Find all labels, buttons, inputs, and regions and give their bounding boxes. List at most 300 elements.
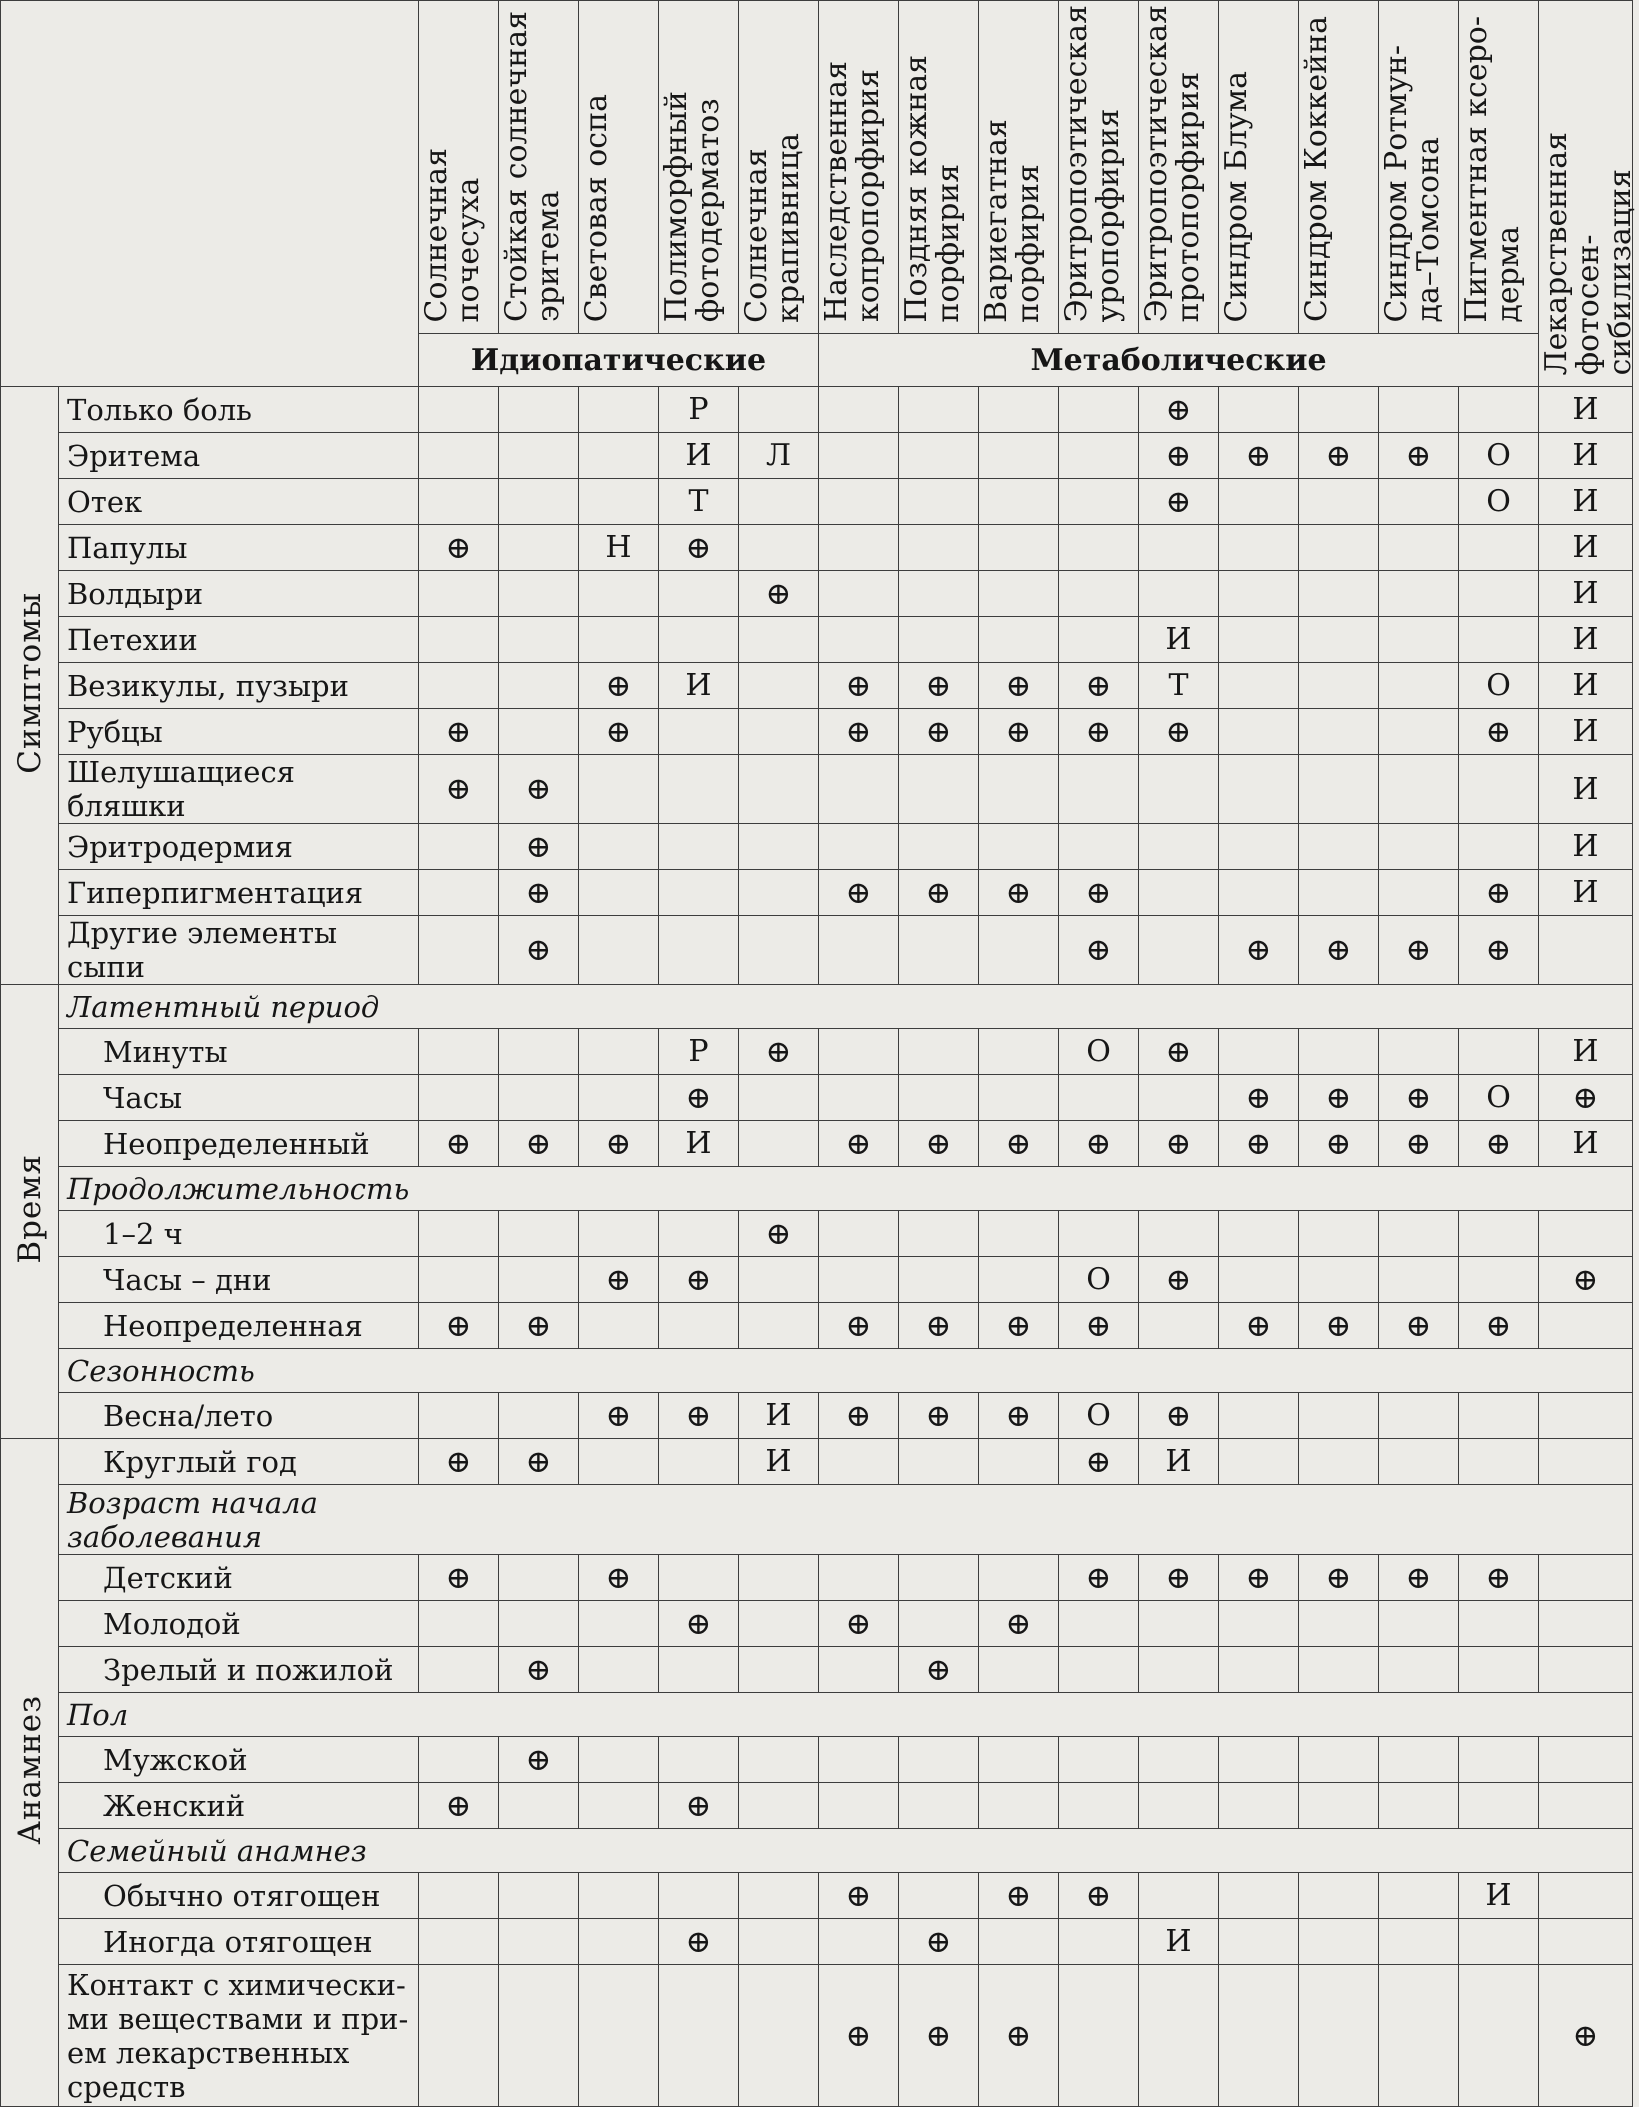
table-cell: ⊕ (419, 755, 499, 824)
table-cell: ⊕ (1379, 1555, 1459, 1601)
col-header: Синдром Блума (1219, 1, 1299, 334)
table-cell (1459, 1647, 1539, 1693)
row-label: Другие элементы сыпи (59, 916, 419, 985)
table-cell: ⊕ (1299, 1075, 1379, 1121)
table-cell: ⊕ (499, 824, 579, 870)
table-cell (499, 617, 579, 663)
table-cell (739, 479, 819, 525)
table-cell (1059, 1783, 1139, 1829)
section-label-text: Симптомы (11, 591, 48, 774)
subsection-label: Продолжительность (59, 1167, 1633, 1211)
table-cell (739, 824, 819, 870)
table-cell (419, 1211, 499, 1257)
table-cell (819, 387, 899, 433)
table-cell (1059, 1647, 1139, 1693)
table-cell (1459, 1965, 1539, 2107)
table-cell (659, 1873, 739, 1919)
table-cell (1539, 1737, 1633, 1783)
row-label: Часы (59, 1075, 419, 1121)
table-cell (1299, 1873, 1379, 1919)
table-cell (579, 1647, 659, 1693)
col-header: Эритропоэтическая уропорфирия (1059, 1, 1139, 334)
table-cell (499, 525, 579, 571)
row-label: Женский (59, 1783, 419, 1829)
table-cell (1299, 709, 1379, 755)
table-cell: И (1139, 1439, 1219, 1485)
table-cell: И (1539, 663, 1633, 709)
table-cell: ⊕ (499, 1647, 579, 1693)
table-cell (499, 1965, 579, 2107)
table-cell (1219, 1393, 1299, 1439)
table-cell (1459, 1737, 1539, 1783)
table-cell: И (1539, 387, 1633, 433)
table-cell (1299, 824, 1379, 870)
table-cell (739, 1919, 819, 1965)
table-cell (1219, 1211, 1299, 1257)
table-cell (1059, 1211, 1139, 1257)
table-cell (419, 824, 499, 870)
table-cell: ⊕ (819, 1121, 899, 1167)
table-cell (819, 433, 899, 479)
subsection-label: Пол (59, 1693, 1633, 1737)
table-cell: ⊕ (819, 709, 899, 755)
table-cell: ⊕ (1139, 479, 1219, 525)
table-cell (1459, 571, 1539, 617)
table-row (1, 824, 1633, 870)
table-cell (739, 387, 819, 433)
subsection-label: Латентный период (59, 985, 1633, 1029)
table-cell (1059, 617, 1139, 663)
row-label: Обычно отягощен (59, 1873, 419, 1919)
table-cell: И (1539, 1029, 1633, 1075)
table-cell (579, 916, 659, 985)
table-cell (979, 824, 1059, 870)
table-cell (419, 1257, 499, 1303)
table-cell (739, 1783, 819, 1829)
table-cell (1539, 1919, 1633, 1965)
subsection-label: Возраст начала заболевания (59, 1485, 1633, 1555)
table-cell: ⊕ (1299, 433, 1379, 479)
col-header: Вариегатная порфирия (979, 1, 1059, 334)
table-cell (819, 1211, 899, 1257)
table-cell (419, 1029, 499, 1075)
row-label: Минуты (59, 1029, 419, 1075)
table-cell (1299, 1919, 1379, 1965)
col-header: Лекарственная фотосен- сибилизация (1539, 1, 1633, 387)
table-cell (739, 1303, 819, 1349)
table-cell: ⊕ (899, 709, 979, 755)
table-cell: ⊕ (739, 1029, 819, 1075)
row-label: Молодой (59, 1601, 419, 1647)
table-row (1, 1075, 1633, 1121)
table-row (1, 1737, 1633, 1783)
table-cell: ⊕ (1219, 1075, 1299, 1121)
table-cell (499, 663, 579, 709)
table-cell (1379, 1737, 1459, 1783)
table-cell (1219, 571, 1299, 617)
table-cell (1539, 1783, 1633, 1829)
table-cell (419, 1647, 499, 1693)
table-cell (1219, 617, 1299, 663)
subheader-row (1, 985, 1633, 1029)
table-cell (1299, 1737, 1379, 1783)
table-cell (579, 571, 659, 617)
table-cell (739, 663, 819, 709)
table-cell (1219, 709, 1299, 755)
table-cell (499, 433, 579, 479)
table-cell: О (1459, 663, 1539, 709)
table-cell: ⊕ (739, 571, 819, 617)
table-cell: ⊕ (979, 663, 1059, 709)
table-cell (659, 870, 739, 916)
row-label: Иногда отягощен (59, 1919, 419, 1965)
table-cell (979, 1737, 1059, 1783)
row-label: Гиперпигментация (59, 870, 419, 916)
table-cell (1219, 1873, 1299, 1919)
table-cell (819, 571, 899, 617)
col-header: Световая оспа (579, 1, 659, 334)
table-cell (979, 433, 1059, 479)
table-cell: ⊕ (499, 1737, 579, 1783)
table-cell: ⊕ (579, 1257, 659, 1303)
table-cell (1059, 1737, 1139, 1783)
table-cell: И (739, 1439, 819, 1485)
table-cell (1539, 1303, 1633, 1349)
table-row (1, 1601, 1633, 1647)
table-cell (499, 1029, 579, 1075)
table-cell: ⊕ (979, 1121, 1059, 1167)
table-cell (659, 1737, 739, 1783)
table-cell (659, 571, 739, 617)
table-cell (899, 1737, 979, 1783)
table-cell (1379, 1965, 1459, 2107)
section-label-text: Время (11, 1153, 48, 1264)
table-cell: И (1539, 1121, 1633, 1167)
table-cell (1539, 1211, 1633, 1257)
table-cell (979, 1783, 1059, 1829)
table-cell: ⊕ (1139, 433, 1219, 479)
table-cell: О (1459, 1075, 1539, 1121)
table-cell (1459, 755, 1539, 824)
table-cell: ⊕ (1379, 1303, 1459, 1349)
table-cell: ⊕ (1459, 1555, 1539, 1601)
table-cell (1299, 1439, 1379, 1485)
table-cell (1459, 525, 1539, 571)
subheader-row (1, 1485, 1633, 1555)
table-cell (499, 1075, 579, 1121)
table-row (1, 387, 1633, 433)
table-cell (659, 1303, 739, 1349)
table-cell (419, 479, 499, 525)
table-cell (499, 1393, 579, 1439)
table-cell (579, 1211, 659, 1257)
table-row (1, 525, 1633, 571)
table-cell (1139, 571, 1219, 617)
table-cell: ⊕ (579, 1121, 659, 1167)
table-cell (1379, 1783, 1459, 1829)
table-cell (659, 1647, 739, 1693)
table-row (1, 1121, 1633, 1167)
table-cell (659, 1211, 739, 1257)
table-row (1, 870, 1633, 916)
table-cell: ⊕ (1139, 709, 1219, 755)
table-cell (499, 479, 579, 525)
table-cell (1059, 1601, 1139, 1647)
table-cell (1139, 755, 1219, 824)
row-label: Эритема (59, 433, 419, 479)
table-cell (1059, 387, 1139, 433)
row-label: Детский (59, 1555, 419, 1601)
table-cell (899, 525, 979, 571)
table-cell (1219, 1647, 1299, 1693)
table-cell (1139, 1783, 1219, 1829)
table-cell: ⊕ (1219, 1121, 1299, 1167)
table-cell (1059, 433, 1139, 479)
table-cell: ⊕ (979, 709, 1059, 755)
table-cell: И (1539, 479, 1633, 525)
table-cell: И (1539, 571, 1633, 617)
table-cell (819, 1257, 899, 1303)
table-row (1, 617, 1633, 663)
table-cell: ⊕ (819, 1601, 899, 1647)
table-cell (1539, 1555, 1633, 1601)
table-cell: ⊕ (1379, 916, 1459, 985)
table-cell: ⊕ (899, 1647, 979, 1693)
row-label: Волдыри (59, 571, 419, 617)
table-cell (819, 1029, 899, 1075)
table-cell: ⊕ (1299, 1303, 1379, 1349)
table-cell: ⊕ (1299, 1555, 1379, 1601)
table-cell (579, 1965, 659, 2107)
table-cell (419, 663, 499, 709)
table-cell (1379, 1873, 1459, 1919)
table-cell: ⊕ (1539, 1257, 1633, 1303)
table-cell (1379, 1393, 1459, 1439)
table-cell (419, 1393, 499, 1439)
table-row (1, 916, 1633, 985)
table-cell: ⊕ (979, 1965, 1059, 2107)
table-cell (1299, 479, 1379, 525)
table-cell (1059, 824, 1139, 870)
table-cell (579, 617, 659, 663)
table-cell (659, 824, 739, 870)
table-cell (739, 916, 819, 985)
table-cell (579, 1439, 659, 1485)
table-cell (1539, 1873, 1633, 1919)
table-cell: ⊕ (1299, 916, 1379, 985)
table-cell (739, 1647, 819, 1693)
table-row (1, 1647, 1633, 1693)
table-cell (659, 1439, 739, 1485)
table-cell: И (1539, 433, 1633, 479)
table-cell: ⊕ (1219, 433, 1299, 479)
table-cell (899, 479, 979, 525)
table-cell (1299, 1965, 1379, 2107)
table-cell (1299, 1647, 1379, 1693)
table-cell (899, 1257, 979, 1303)
table-cell (499, 1555, 579, 1601)
table-cell: ⊕ (1539, 1965, 1633, 2107)
table-cell (899, 387, 979, 433)
section-label-time (1, 985, 59, 1439)
table-cell (1539, 916, 1633, 985)
table-cell (1459, 1211, 1539, 1257)
table-cell: О (1459, 433, 1539, 479)
table-cell: ⊕ (1219, 1555, 1299, 1601)
table-cell: ⊕ (1459, 1303, 1539, 1349)
table-cell (819, 1555, 899, 1601)
table-row (1, 1211, 1633, 1257)
table-cell (659, 617, 739, 663)
table-cell (579, 1075, 659, 1121)
table-cell (419, 571, 499, 617)
table-cell (579, 1029, 659, 1075)
table-cell: ⊕ (1059, 916, 1139, 985)
corner-cell (1, 1, 419, 387)
table-cell: ⊕ (979, 1303, 1059, 1349)
table-cell: ⊕ (499, 755, 579, 824)
table-cell (579, 1873, 659, 1919)
table-cell (899, 1029, 979, 1075)
table-cell (899, 571, 979, 617)
table-cell: ⊕ (579, 709, 659, 755)
table-cell: И (1539, 824, 1633, 870)
table-cell (819, 525, 899, 571)
table-cell: ⊕ (499, 870, 579, 916)
table-cell (1139, 1303, 1219, 1349)
table-cell: ⊕ (979, 1873, 1059, 1919)
table-cell: ⊕ (1059, 1555, 1139, 1601)
table-cell (1139, 870, 1219, 916)
table-cell (1059, 525, 1139, 571)
table-cell: ⊕ (1059, 663, 1139, 709)
table-cell (579, 1303, 659, 1349)
table-cell: ⊕ (419, 1439, 499, 1485)
table-cell: ⊕ (1139, 1257, 1219, 1303)
table-cell: Р (659, 1029, 739, 1075)
table-cell (1219, 663, 1299, 709)
table-row (1, 1919, 1633, 1965)
table-cell (899, 617, 979, 663)
table-cell: Л (739, 433, 819, 479)
table-cell (499, 1783, 579, 1829)
table-cell: Н (579, 525, 659, 571)
table-cell (1379, 1601, 1459, 1647)
table-cell (819, 479, 899, 525)
row-label: Папулы (59, 525, 419, 571)
table-cell: И (1459, 1873, 1539, 1919)
table-cell: ⊕ (1059, 1439, 1139, 1485)
table-cell: ⊕ (659, 1783, 739, 1829)
row-label: Контакт с химически- ми веществами и при- ем лекарственных средств (59, 1965, 419, 2107)
table-cell: ⊕ (1059, 1121, 1139, 1167)
table-cell (739, 1257, 819, 1303)
table-cell (739, 1555, 819, 1601)
table-cell: О (1459, 479, 1539, 525)
table-cell: ⊕ (1139, 1121, 1219, 1167)
section-label-symptoms (1, 387, 59, 985)
table-cell (1219, 1737, 1299, 1783)
table-cell (1539, 1393, 1633, 1439)
table-cell: О (1059, 1029, 1139, 1075)
table-cell (899, 433, 979, 479)
table-row (1, 1393, 1633, 1439)
table-cell (1299, 1393, 1379, 1439)
table-cell (419, 433, 499, 479)
table-body (1, 387, 1633, 2107)
table-cell (1379, 1211, 1459, 1257)
table-cell (659, 1965, 739, 2107)
table-cell (419, 916, 499, 985)
table-cell (819, 1075, 899, 1121)
table-cell (1459, 1029, 1539, 1075)
table-cell (1219, 525, 1299, 571)
table-cell (1299, 525, 1379, 571)
group-label-metabolic: Метаболические (819, 334, 1539, 387)
table-cell: ⊕ (1059, 1873, 1139, 1919)
table-cell: ⊕ (1379, 433, 1459, 479)
table-cell: ⊕ (739, 1211, 819, 1257)
table-cell (579, 1737, 659, 1783)
row-label: Везикулы, пузыри (59, 663, 419, 709)
table-cell (1379, 1439, 1459, 1485)
table-cell (659, 755, 739, 824)
table-cell (739, 1873, 819, 1919)
table-cell (979, 387, 1059, 433)
table-cell (899, 1555, 979, 1601)
col-header: Солнечная почесуха (419, 1, 499, 334)
table-cell (979, 525, 1059, 571)
table-cell (1299, 617, 1379, 663)
table-cell: ⊕ (1459, 916, 1539, 985)
table-cell (1139, 525, 1219, 571)
table-cell: И (1139, 617, 1219, 663)
table-cell (819, 1439, 899, 1485)
table-row (1, 479, 1633, 525)
table-cell (579, 824, 659, 870)
table-cell (499, 1873, 579, 1919)
table-cell (499, 387, 579, 433)
table-cell (1299, 1257, 1379, 1303)
table-cell (659, 709, 739, 755)
table-cell: ⊕ (659, 525, 739, 571)
table-cell (819, 617, 899, 663)
table-cell (739, 617, 819, 663)
table-cell (979, 1919, 1059, 1965)
table-cell (1459, 387, 1539, 433)
table-cell: ⊕ (1139, 1029, 1219, 1075)
table-row (1, 755, 1633, 824)
table-cell: ⊕ (979, 1601, 1059, 1647)
table-cell: И (1139, 1919, 1219, 1965)
table-cell (979, 617, 1059, 663)
table-cell: ⊕ (1379, 1121, 1459, 1167)
table-cell (899, 1783, 979, 1829)
table-cell: ⊕ (899, 1121, 979, 1167)
table-cell (899, 1211, 979, 1257)
table-row (1, 571, 1633, 617)
row-label: Мужской (59, 1737, 419, 1783)
table-cell: ⊕ (819, 1873, 899, 1919)
table-cell (819, 916, 899, 985)
table-cell: ⊕ (819, 1303, 899, 1349)
table-row (1, 1439, 1633, 1485)
table-cell: ⊕ (579, 663, 659, 709)
row-label: Неопределенная (59, 1303, 419, 1349)
table-cell (1219, 387, 1299, 433)
table-cell (1459, 1783, 1539, 1829)
table-cell: И (1539, 870, 1633, 916)
